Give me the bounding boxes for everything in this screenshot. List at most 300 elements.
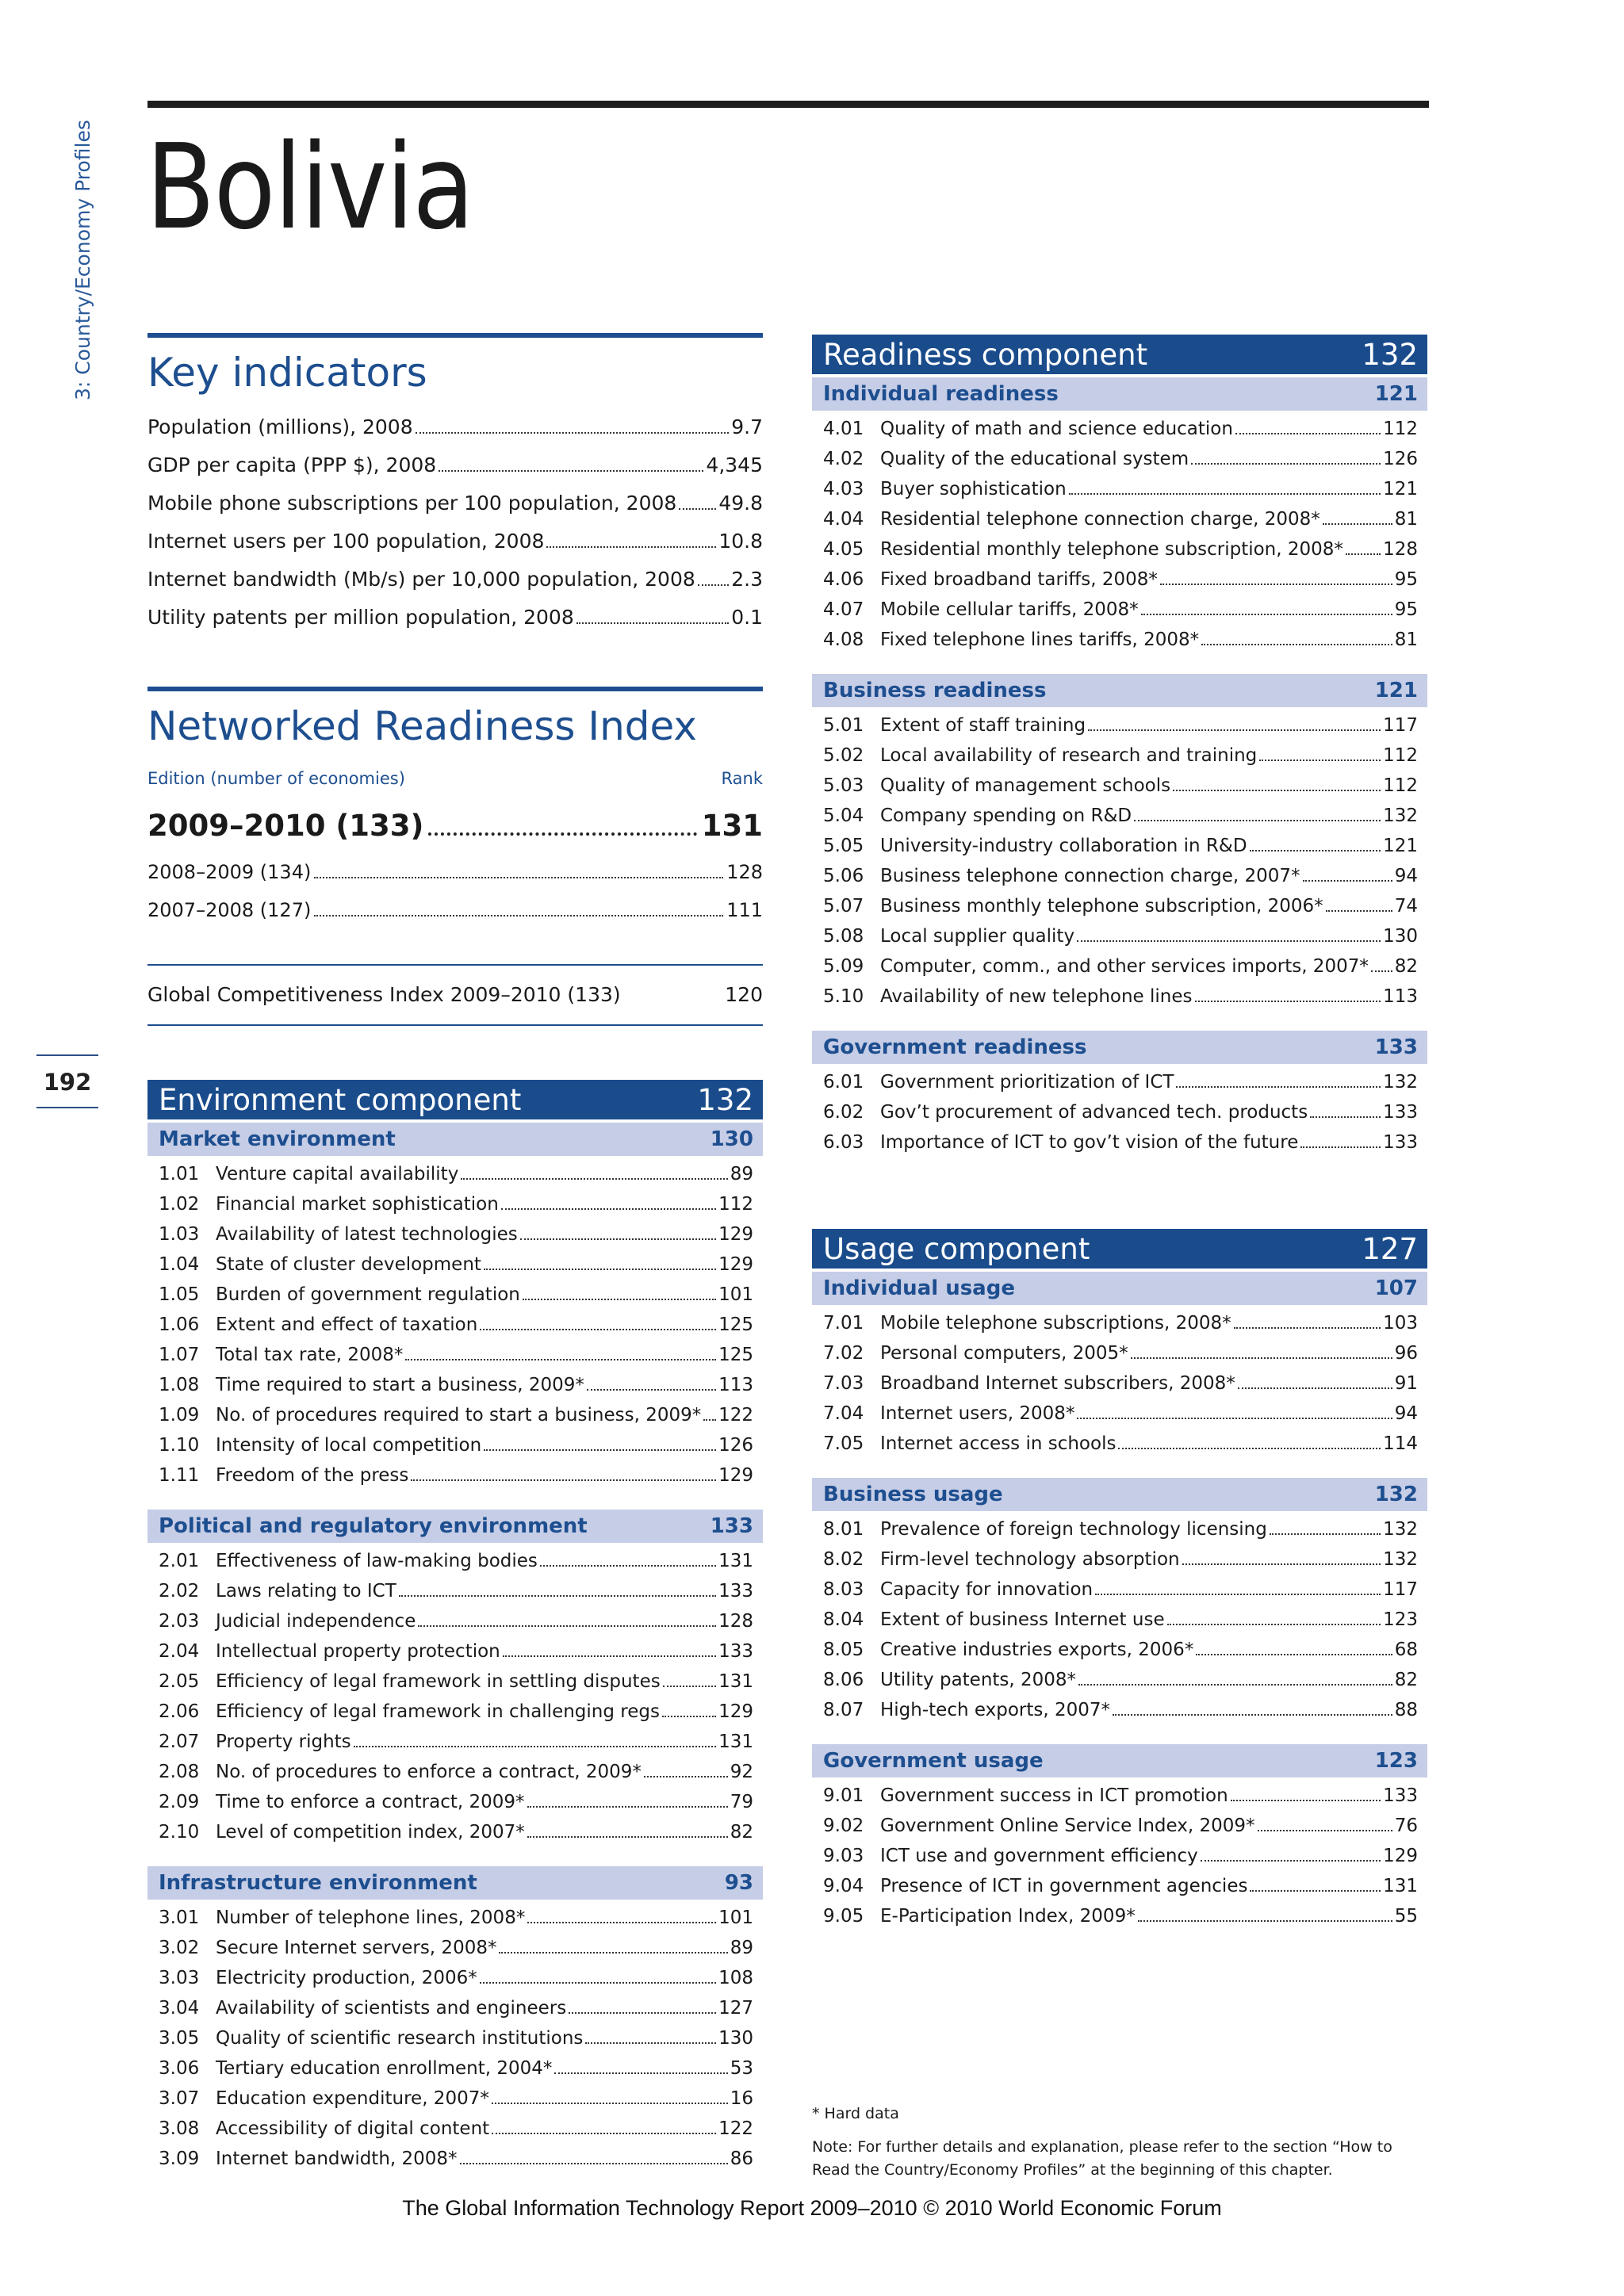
indicator-number: 5.08: [823, 926, 864, 947]
indicator-rank: 55: [1394, 1906, 1418, 1927]
indicator-rank: 125: [718, 1345, 753, 1365]
subcategory-title: Market environment: [159, 1127, 396, 1151]
subcategory-rank: 121: [1374, 679, 1418, 702]
indicator-number: 5.02: [823, 745, 864, 766]
indicator-row: [147, 1405, 763, 1435]
indicator-rank: 125: [718, 1314, 753, 1335]
leader-dots: [554, 2072, 727, 2074]
indicator-label: Residential monthly telephone subscription, 2008*: [880, 539, 1343, 560]
page-title: Bolivia: [146, 119, 473, 255]
leader-dots: [1138, 1920, 1392, 1922]
component-header: [812, 335, 1427, 374]
leader-dots: [523, 1299, 716, 1300]
indicator-number: 9.04: [823, 1876, 864, 1896]
indicator-value: 4,345: [706, 453, 763, 476]
indicator-label: Importance of ICT to gov’t vision of the future: [880, 1132, 1299, 1153]
key-indicator-row: [147, 415, 763, 453]
key-indicator-row: [147, 530, 763, 568]
leader-dots: [1235, 433, 1381, 434]
indicator-number: 8.01: [823, 1519, 864, 1540]
group-spacer: [147, 1852, 763, 1863]
indicator-label: Gov’t procurement of advanced tech. products: [880, 1102, 1308, 1123]
indicator-number: 3.03: [159, 1968, 200, 1988]
leader-dots: [1326, 910, 1392, 912]
indicator-row: [812, 926, 1427, 956]
indicator-value: 9.7: [731, 415, 763, 438]
leader-dots: [501, 1208, 716, 1210]
leader-dots: [1191, 463, 1381, 465]
indicator-rank: 131: [718, 1732, 753, 1752]
indicator-number: 1.10: [159, 1435, 200, 1456]
indicator-row: [147, 1465, 763, 1495]
indicator-label: Electricity production, 2006*: [216, 1968, 477, 1988]
indicator-row: [812, 1072, 1427, 1102]
leader-dots: [503, 1655, 716, 1657]
indicator-row: [812, 806, 1427, 836]
indicator-rank: 81: [1394, 509, 1418, 530]
indicator-label: Government Online Service Index, 2009*: [880, 1816, 1255, 1836]
group-spacer: [812, 660, 1427, 671]
indicator-row: [147, 1822, 763, 1852]
indicator-label: Internet users, 2008*: [880, 1403, 1075, 1424]
top-rule: [147, 101, 1429, 108]
page-number: 192: [36, 1054, 98, 1108]
group-spacer: [812, 1016, 1427, 1027]
indicator-number: 4.06: [823, 569, 864, 590]
indicator-rank: 113: [1383, 986, 1418, 1007]
leader-dots: [663, 1686, 716, 1687]
indicator-number: 5.09: [823, 956, 864, 977]
indicator-number: 2.05: [159, 1671, 200, 1692]
indicator-row: [812, 539, 1427, 569]
indicator-row: [147, 1671, 763, 1701]
indicator-rank: 101: [718, 1908, 753, 1928]
indicator-list: [147, 1156, 763, 1495]
indicator-label: Internet bandwidth (Mb/s) per 10,000 population, 2008: [147, 567, 695, 591]
subcategory-rank: 133: [710, 1514, 753, 1538]
leader-dots: [1088, 729, 1381, 731]
indicator-list: [147, 1900, 763, 2179]
indicator-number: 9.01: [823, 1785, 864, 1806]
indicator-row: [812, 1313, 1427, 1343]
key-indicators-section: [147, 333, 763, 644]
nri-edition-row: [147, 899, 763, 937]
indicator-label: Secure Internet servers, 2008*: [216, 1938, 497, 1958]
subcategory-rank: 123: [1374, 1749, 1418, 1773]
indicator-row: [147, 2088, 763, 2118]
leader-dots: [527, 1836, 728, 1838]
indicator-number: 9.03: [823, 1846, 864, 1866]
indicator-list: [812, 707, 1427, 1016]
gci-row: Global Competitiveness Index 2009–2010 (133) 120: [147, 964, 763, 1026]
leader-dots: [1118, 1448, 1381, 1449]
leader-dots: [1371, 970, 1392, 972]
nri-title: Networked Readiness Index: [147, 703, 697, 749]
indicator-rank: 121: [1383, 836, 1418, 856]
leader-dots: [1095, 1594, 1381, 1595]
indicator-number: 5.07: [823, 896, 864, 916]
indicator-rank: 82: [730, 1822, 753, 1843]
leader-dots: [492, 2103, 728, 2104]
indicator-rank: 112: [1383, 419, 1418, 439]
indicator-row: [812, 1876, 1427, 1906]
indicator-number: 3.08: [159, 2118, 200, 2139]
indicator-rank: 114: [1383, 1433, 1418, 1454]
indicator-rank: 131: [718, 1551, 753, 1571]
leader-dots: [411, 1479, 716, 1481]
indicator-label: Extent of business Internet use: [880, 1609, 1165, 1630]
indicator-number: 4.04: [823, 509, 864, 530]
indicator-number: 4.05: [823, 539, 864, 560]
indicator-rank: 76: [1394, 1816, 1418, 1836]
indicator-row: [147, 1908, 763, 1938]
indicator-label: Freedom of the press: [216, 1465, 409, 1486]
leader-dots: [585, 2042, 716, 2044]
key-indicator-row: [147, 453, 763, 492]
leader-dots: [1250, 1890, 1381, 1892]
leader-dots: [1196, 1654, 1392, 1655]
indicator-number: 2.01: [159, 1551, 200, 1571]
indicator-row: [812, 775, 1427, 806]
indicator-number: 4.08: [823, 629, 864, 650]
rank-header: Rank: [721, 768, 763, 788]
indicator-label: Mobile phone subscriptions per 100 population, 2008: [147, 491, 677, 515]
indicator-number: 1.05: [159, 1284, 200, 1305]
indicator-rank: 130: [718, 2028, 753, 2049]
indicator-rank: 122: [718, 2118, 753, 2139]
indicator-value: 49.8: [718, 491, 763, 515]
indicator-label: Utility patents, 2008*: [880, 1670, 1077, 1690]
indicator-rank: 117: [1383, 715, 1418, 736]
indicator-rank: 53: [730, 2058, 753, 2079]
indicator-label: Prevalence of foreign technology licensing: [880, 1519, 1267, 1540]
indicator-label: Availability of scientists and engineers: [216, 1998, 567, 2019]
indicator-row: [147, 2149, 763, 2179]
indicator-label: Efficiency of legal framework in settling disputes: [216, 1671, 661, 1692]
indicator-number: 7.01: [823, 1313, 864, 1334]
indicator-number: 1.04: [159, 1254, 200, 1275]
indicator-number: 4.01: [823, 419, 864, 439]
indicator-row: [812, 1132, 1427, 1162]
indicator-rank: 79: [730, 1792, 753, 1812]
subcategory-title: Business readiness: [823, 679, 1047, 702]
leader-dots: [1234, 1327, 1381, 1329]
indicator-row: [147, 1345, 763, 1375]
indicator-rank: 128: [718, 1611, 753, 1632]
indicator-label: ICT use and government efficiency: [880, 1846, 1198, 1866]
indicator-label: Fixed broadband tariffs, 2008*: [880, 569, 1158, 590]
indicator-row: [147, 1938, 763, 1968]
indicator-label: Internet users per 100 population, 2008: [147, 529, 545, 553]
indicator-label: Efficiency of legal framework in challenging regs: [216, 1701, 660, 1722]
indicator-number: 2.10: [159, 1822, 200, 1843]
hard-data-footnote: * Hard data: [812, 2105, 899, 2122]
indicator-row: [812, 1519, 1427, 1549]
indicator-label: No. of procedures required to start a business, 2009*: [216, 1405, 702, 1425]
section-side-label: 3: Country/Economy Profiles: [71, 120, 94, 400]
indicator-rank: 95: [1394, 599, 1418, 620]
indicator-row: [812, 629, 1427, 660]
component-rank: 132: [1362, 337, 1418, 372]
readiness-component: [812, 335, 1427, 1162]
indicator-rank: 131: [1383, 1876, 1418, 1896]
leader-dots: [1069, 493, 1381, 495]
indicator-rank: 74: [1394, 896, 1418, 916]
indicator-row: [812, 569, 1427, 599]
indicator-number: 7.03: [823, 1373, 864, 1394]
indicator-number: 8.04: [823, 1609, 864, 1630]
leader-dots: [546, 546, 716, 548]
indicator-number: 5.03: [823, 775, 864, 796]
indicator-row: [812, 1700, 1427, 1730]
edition-label: 2008–2009 (134): [147, 860, 312, 883]
leader-dots: [1195, 1001, 1381, 1002]
group-spacer: [812, 1730, 1427, 1741]
edition-header: Edition (number of economies): [147, 768, 405, 788]
edition-rank: 111: [726, 898, 763, 921]
subcategory-rank: 132: [1374, 1483, 1418, 1506]
leader-dots: [1300, 1146, 1381, 1148]
subcategory-title: Infrastructure environment: [159, 1871, 477, 1895]
subcategory-title: Government readiness: [823, 1035, 1087, 1059]
leader-dots: [1160, 584, 1392, 585]
component-title: Readiness component: [823, 337, 1148, 372]
indicator-rank: 81: [1394, 629, 1418, 650]
indicator-number: 5.10: [823, 986, 864, 1007]
indicator-row: [812, 956, 1427, 986]
indicator-rank: 133: [1383, 1132, 1418, 1153]
component-header: [812, 1229, 1427, 1269]
indicator-rank: 132: [1383, 1072, 1418, 1093]
indicator-label: Business telephone connection charge, 2007*: [880, 866, 1300, 886]
indicator-label: Residential telephone connection charge, 2008*: [880, 509, 1320, 530]
indicator-row: [812, 1433, 1427, 1464]
indicator-rank: 123: [1383, 1609, 1418, 1630]
indicator-row: [147, 2058, 763, 2088]
leader-dots: [576, 622, 730, 624]
indicator-number: 3.01: [159, 1908, 200, 1928]
indicator-label: Tertiary education enrollment, 2004*: [216, 2058, 553, 2079]
indicator-label: Financial market sophistication: [216, 1194, 499, 1215]
indicator-number: 9.05: [823, 1906, 864, 1927]
indicator-rank: 129: [718, 1465, 753, 1486]
indicator-number: 6.03: [823, 1132, 864, 1153]
indicator-rank: 89: [730, 1164, 753, 1184]
indicator-list: [812, 1064, 1427, 1162]
indicator-rank: 129: [1383, 1846, 1418, 1866]
indicator-number: 7.05: [823, 1433, 864, 1454]
indicator-number: 8.06: [823, 1670, 864, 1690]
indicator-row: [812, 1846, 1427, 1876]
leader-dots: [1259, 760, 1381, 761]
subcategory-title: Government usage: [823, 1749, 1044, 1773]
indicator-row: [147, 1611, 763, 1641]
indicator-label: Total tax rate, 2008*: [216, 1345, 404, 1365]
indicator-row: [812, 1906, 1427, 1936]
subcategory-title: Political and regulatory environment: [159, 1514, 588, 1538]
indicator-row: [812, 419, 1427, 449]
indicator-label: Venture capital availability: [216, 1164, 459, 1184]
indicator-row: [147, 1164, 763, 1194]
subcategory-header: [812, 674, 1427, 707]
indicator-label: Broadband Internet subscribers, 2008*: [880, 1373, 1235, 1394]
indicator-label: Level of competition index, 2007*: [216, 1822, 525, 1843]
leader-dots: [1134, 820, 1381, 821]
subcategory-rank: 121: [1374, 382, 1418, 406]
subcategory-rank: 93: [724, 1871, 753, 1895]
nri-section: [147, 687, 763, 1026]
indicator-number: 3.06: [159, 2058, 200, 2079]
leader-dots: [644, 1776, 728, 1777]
subcategory-title: Individual usage: [823, 1276, 1015, 1300]
indicator-rank: 121: [1383, 479, 1418, 499]
indicator-label: Intellectual property protection: [216, 1641, 500, 1662]
indicator-number: 5.01: [823, 715, 864, 736]
indicator-label: Internet bandwidth, 2008*: [216, 2149, 458, 2169]
indicator-label: Education expenditure, 2007*: [216, 2088, 489, 2109]
indicator-value: 2.3: [731, 567, 763, 591]
indicator-label: GDP per capita (PPP $), 2008: [147, 453, 437, 476]
indicator-number: 1.11: [159, 1465, 200, 1486]
indicator-label: Number of telephone lines, 2008*: [216, 1908, 526, 1928]
indicator-list: [147, 1543, 763, 1852]
indicator-rank: 133: [718, 1581, 753, 1601]
leader-dots: [540, 1565, 716, 1567]
leader-dots: [1201, 1860, 1381, 1862]
indicator-rank: 96: [1394, 1343, 1418, 1364]
indicator-row: [147, 1762, 763, 1792]
indicator-label: Property rights: [216, 1732, 351, 1752]
indicator-rank: 82: [1394, 1670, 1418, 1690]
component-header: [147, 1080, 763, 1119]
leader-dots: [569, 2012, 716, 2014]
component-title: Environment component: [159, 1082, 522, 1117]
leader-dots: [405, 1359, 716, 1360]
indicator-rank: 82: [1394, 956, 1418, 977]
indicator-label: Judicial independence: [216, 1611, 416, 1632]
subcategory-header: [147, 1123, 763, 1156]
indicator-label: Local availability of research and training: [880, 745, 1258, 766]
indicator-label: Creative industries exports, 2006*: [880, 1640, 1194, 1660]
leader-dots: [492, 2133, 716, 2134]
indicator-row: [147, 1194, 763, 1224]
indicator-rank: 131: [718, 1671, 753, 1692]
key-indicator-row: [147, 568, 763, 606]
indicator-number: 1.06: [159, 1314, 200, 1335]
indicator-row: [812, 1816, 1427, 1846]
indicator-number: 2.07: [159, 1732, 200, 1752]
indicator-number: 2.04: [159, 1641, 200, 1662]
subcategory-header: [812, 1744, 1427, 1777]
indicator-row: [812, 1373, 1427, 1403]
leader-dots: [1258, 1830, 1392, 1831]
indicator-rank: 86: [730, 2149, 753, 2169]
indicator-label: Government success in ICT promotion: [880, 1785, 1228, 1806]
indicator-number: 4.02: [823, 449, 864, 469]
indicator-number: 2.08: [159, 1762, 200, 1782]
indicator-label: Internet access in schools: [880, 1433, 1116, 1454]
indicator-row: [812, 866, 1427, 896]
note-footnote: Note: For further details and explanation, please refer to the section “How to Read the Country/Economy Profiles” at the beginning of this chapter.: [812, 2138, 1392, 2179]
indicator-label: Mobile cellular tariffs, 2008*: [880, 599, 1139, 620]
indicator-label: Government prioritization of ICT: [880, 1072, 1174, 1093]
indicator-rank: 133: [1383, 1785, 1418, 1806]
subcategory-header: [812, 1478, 1427, 1511]
indicator-number: 9.02: [823, 1816, 864, 1836]
subcategory-header: [812, 1272, 1427, 1305]
indicator-number: 3.02: [159, 1938, 200, 1958]
indicator-number: 3.07: [159, 2088, 200, 2109]
indicator-label: Intensity of local competition: [216, 1435, 482, 1456]
indicator-label: Extent and effect of taxation: [216, 1314, 478, 1335]
indicator-row: [147, 1435, 763, 1465]
indicator-rank: 132: [1383, 1519, 1418, 1540]
leader-dots: [354, 1746, 716, 1747]
key-indicators-title: Key indicators: [147, 350, 427, 396]
indicator-row: [147, 1284, 763, 1314]
indicator-label: Burden of government regulation: [216, 1284, 520, 1305]
indicator-label: Availability of latest technologies: [216, 1224, 518, 1245]
leader-dots: [1141, 614, 1392, 615]
indicator-row: [812, 896, 1427, 926]
leader-dots: [1270, 1533, 1381, 1535]
leader-dots: [1303, 880, 1392, 882]
indicator-rank: 129: [718, 1701, 753, 1722]
indicator-row: [147, 1254, 763, 1284]
indicator-number: 4.03: [823, 479, 864, 499]
page-footer: The Global Information Technology Report 2009–2010 © 2010 World Economic Forum: [402, 2196, 1222, 2220]
indicator-row: [147, 1581, 763, 1611]
indicator-number: 5.04: [823, 806, 864, 826]
indicator-label: State of cluster development: [216, 1254, 481, 1275]
indicator-label: Local supplier quality: [880, 926, 1075, 947]
indicator-label: Buyer sophistication: [880, 479, 1067, 499]
leader-dots: [1231, 1800, 1381, 1801]
indicator-row: [812, 509, 1427, 539]
leader-dots: [439, 470, 703, 472]
indicator-rank: 133: [718, 1641, 753, 1662]
leader-dots: [314, 877, 723, 878]
leader-dots: [460, 2163, 728, 2164]
indicator-row: [147, 1224, 763, 1254]
indicator-rank: 122: [718, 1405, 753, 1425]
indicator-rank: 92: [730, 1762, 753, 1782]
indicator-number: 7.02: [823, 1343, 864, 1364]
indicator-number: 8.02: [823, 1549, 864, 1570]
indicator-label: Quality of the educational system: [880, 449, 1189, 469]
indicator-row: [147, 1314, 763, 1345]
indicator-label: University-industry collaboration in R&D: [880, 836, 1247, 856]
leader-dots: [1173, 790, 1381, 791]
leader-dots: [418, 1625, 716, 1627]
indicator-row: [147, 1701, 763, 1732]
indicator-row: [812, 1609, 1427, 1640]
indicator-label: Laws relating to ICT: [216, 1581, 396, 1601]
indicator-label: Firm-level technology absorption: [880, 1549, 1180, 1570]
indicator-number: 1.03: [159, 1224, 200, 1245]
indicator-number: 8.03: [823, 1579, 864, 1600]
indicator-row: [812, 1670, 1427, 1700]
indicator-number: 8.05: [823, 1640, 864, 1660]
indicator-row: [812, 599, 1427, 629]
indicator-value: 10.8: [718, 529, 763, 553]
indicator-row: [147, 1998, 763, 2028]
indicator-row: [147, 1375, 763, 1405]
leader-dots: [314, 915, 723, 916]
indicator-label: Time to enforce a contract, 2009*: [216, 1792, 525, 1812]
indicator-label: Extent of staff training: [880, 715, 1086, 736]
indicator-label: Fixed telephone lines tariffs, 2008*: [880, 629, 1200, 650]
